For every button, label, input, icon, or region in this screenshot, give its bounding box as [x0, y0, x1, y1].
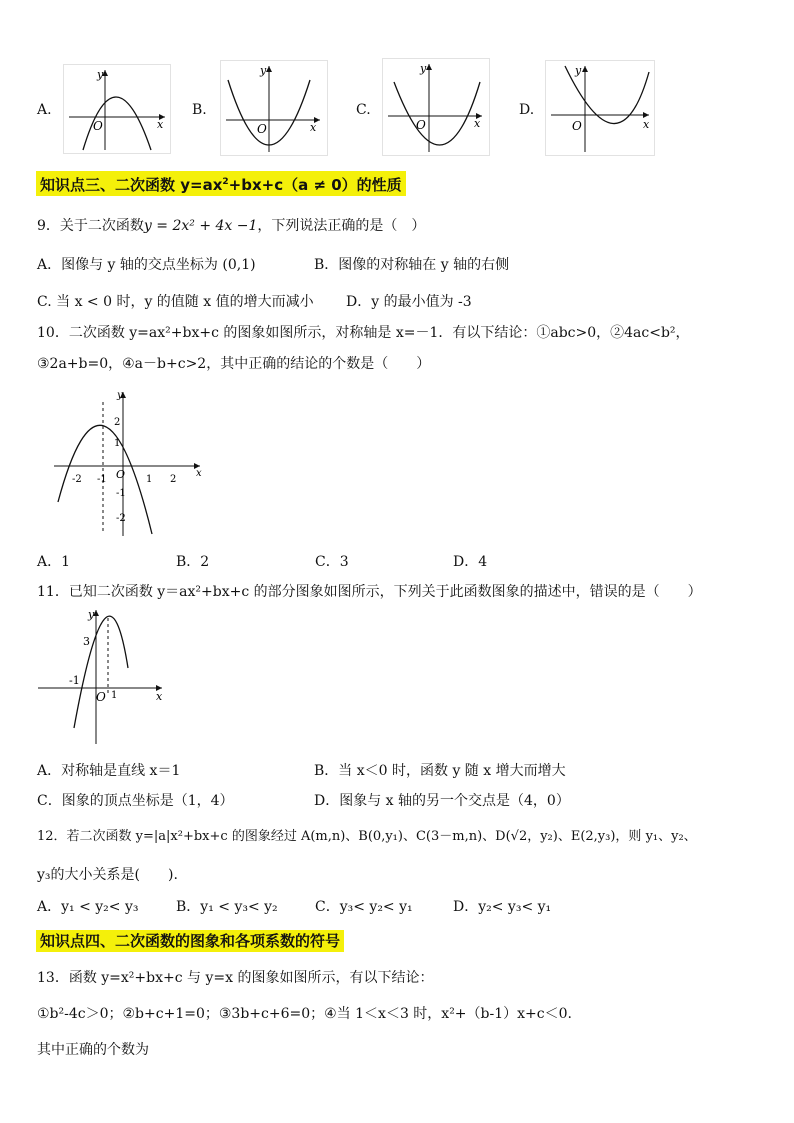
origin-label: O — [572, 119, 582, 133]
question-9-stem: 9．关于二次函数y = 2x² + 4x −1，下列说法正确的是（ ） — [37, 218, 426, 234]
tick-y-neg1: -1 — [116, 488, 126, 499]
option-label-c: C. — [356, 102, 371, 118]
question-10-graph — [50, 388, 210, 538]
q9-option-b: B．图像的对称轴在 y 轴的右侧 — [314, 257, 510, 273]
origin-label: O — [416, 118, 426, 132]
x-axis-label: x — [310, 121, 317, 134]
q11-option-a: A．对称轴是直线 x＝1 — [37, 763, 181, 779]
x-axis-label: x — [196, 468, 202, 479]
q9-option-c: C. 当 x < 0 时，y 的值随 x 值的增大而减小 — [37, 294, 314, 310]
q10-option-c: C．3 — [315, 554, 349, 570]
q10-option-d: D．4 — [453, 554, 488, 570]
question-13-line-1: 13．函数 y=x²+bx+c 与 y=x 的图象如图所示，有以下结论： — [37, 970, 434, 986]
option-label-d: D. — [519, 102, 535, 118]
tick-y-3: 3 — [83, 635, 90, 648]
q11-option-b: B．当 x＜0 时，函数 y 随 x 增大而增大 — [314, 763, 566, 779]
y-axis-label: y — [88, 608, 95, 621]
origin-label: O — [116, 468, 126, 481]
question-12-line-2: y₃的大小关系是( ). — [37, 867, 178, 883]
q12-option-d: D．y₂< y₃< y₁ — [453, 899, 552, 915]
section-heading-4: 知识点四、二次函数的图象和各项系数的符号 — [36, 930, 344, 952]
q11-option-c: C．图象的顶点坐标是（1，4） — [37, 793, 234, 809]
q10-option-a: A．1 — [37, 554, 71, 570]
tick-x-neg1: -1 — [97, 474, 107, 485]
q12-option-b: B．y₁ < y₃< y₂ — [176, 899, 278, 915]
question-12-line-1: 12．若二次函数 y=|a|x²+bx+c 的图象经过 A(m,n)、B(0,y₁)、C(3－m,n)、D(√2，y₂)、E(2,y₃)，则 y₁、y₂、 — [37, 829, 697, 844]
option-label-b: B. — [192, 102, 207, 118]
question-13-line-3: 其中正确的个数为 — [37, 1042, 149, 1058]
origin-label: O — [93, 119, 103, 133]
tick-x-neg2: -2 — [72, 474, 82, 485]
graph-option-b — [220, 60, 328, 156]
q12-option-c: C．y₃< y₂< y₁ — [315, 899, 413, 915]
question-11-stem: 11．已知二次函数 y＝ax²+bx+c 的部分图象如图所示，下列关于此函数图象的描述中，错误的是（ ） — [37, 584, 702, 600]
q9-option-a: A．图像与 y 轴的交点坐标为 (0,1) — [37, 257, 256, 273]
y-axis-label: y — [260, 64, 267, 77]
x-axis-label: x — [157, 118, 164, 131]
question-11-graph — [36, 604, 168, 748]
x-axis-label: x — [156, 690, 163, 703]
q11-option-d: D．图象与 x 轴的另一个交点是（4，0） — [314, 793, 570, 809]
question-13-line-2: ①b²-4c＞0；②b+c+1=0；③3b+c+6=0；④当 1＜x＜3 时，x²+（b-1）x+c＜0. — [37, 1006, 572, 1022]
option-label-a: A. — [37, 102, 52, 118]
q12-option-a: A．y₁ < y₂< y₃ — [37, 899, 139, 915]
tick-x-1: 1 — [111, 690, 118, 701]
x-axis-label: x — [474, 117, 481, 130]
graph-option-c — [382, 58, 490, 156]
question-10-line-1: 10．二次函数 y=ax²+bx+c 的图象如图所示，对称轴是 x=－1．有以下结论：①abc>0，②4ac<b²， — [37, 325, 690, 341]
x-axis-label: x — [643, 118, 650, 131]
q10-option-b: B．2 — [176, 554, 210, 570]
tick-x-1: 1 — [146, 474, 153, 485]
question-10-line-2: ③2a+b=0，④a－b+c>2，其中正确的结论的个数是（ ） — [37, 356, 431, 372]
section-heading-3: 知识点三、二次函数 $y=ax^2+bx+c(a \ne 0)$的性质 — [36, 171, 406, 196]
y-axis-label: y — [420, 62, 427, 75]
y-axis-label: y — [97, 68, 104, 81]
origin-label: O — [96, 690, 106, 704]
q9-option-d: D．y 的最小值为 -3 — [346, 294, 472, 310]
tick-y-1: 1 — [114, 438, 121, 449]
tick-y-neg2: -2 — [116, 513, 126, 524]
y-axis-label: y — [117, 390, 123, 401]
tick-y-2: 2 — [114, 417, 121, 428]
origin-label: O — [257, 122, 267, 136]
tick-x-2: 2 — [170, 474, 177, 485]
graph-option-d — [545, 60, 655, 156]
graph-option-a — [63, 64, 171, 154]
y-axis-label: y — [575, 64, 582, 77]
tick-x-neg1: -1 — [69, 674, 80, 687]
